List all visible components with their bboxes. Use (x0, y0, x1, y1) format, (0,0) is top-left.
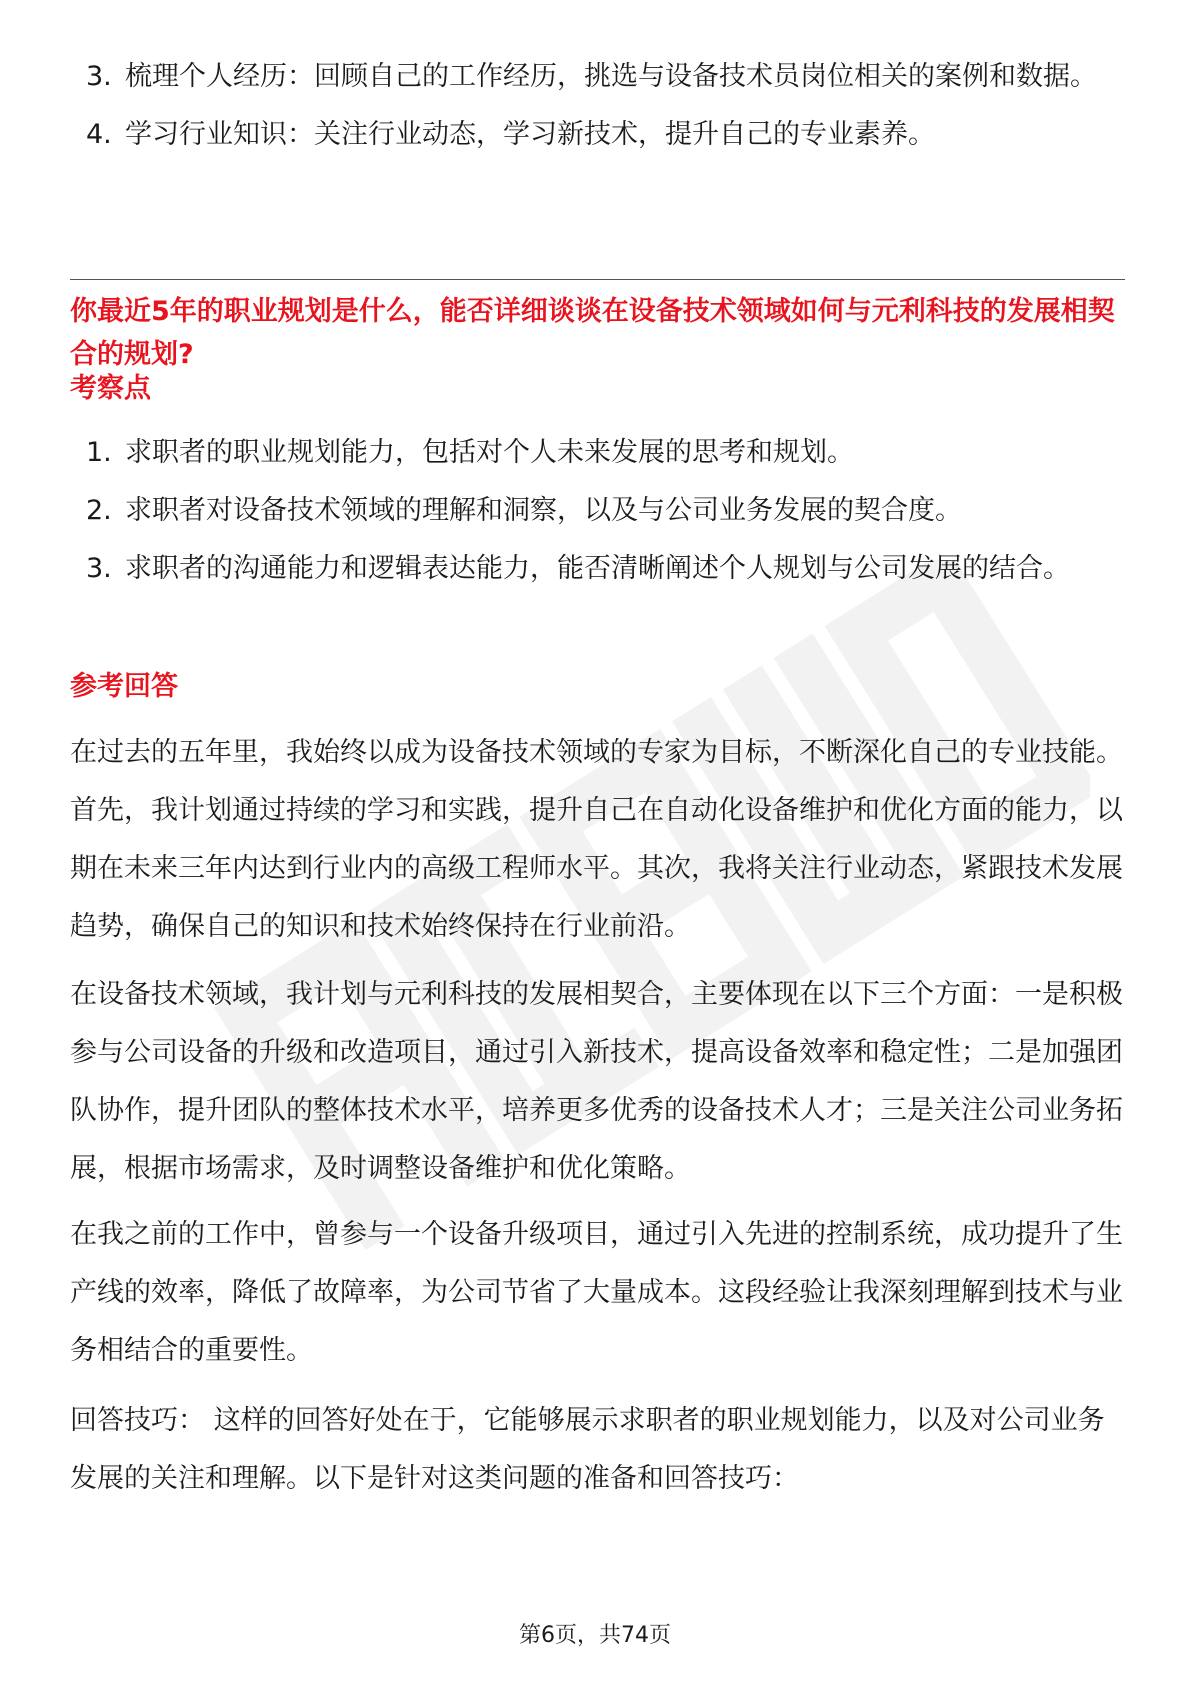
list-text: 求职者对设备技术领域的理解和洞察，以及与公司业务发展的契合度。 (125, 495, 962, 526)
list-number: 4. (86, 119, 112, 150)
tips-paragraph: 回答技巧： 这样的回答好处在于，它能够展示求职者的职业规划能力，以及对公司业务发展的关注和理解。以下是针对这类问题的准备和回答技巧： (70, 1405, 1105, 1494)
list-text: 求职者的沟通能力和逻辑表达能力，能否清晰阐述个人规划与公司发展的结合。 (125, 553, 1070, 584)
list-text: 学习行业知识：关注行业动态，学习新技术，提升自己的专业素养。 (125, 119, 935, 150)
answer-paragraph: 在设备技术领域，我计划与元利科技的发展相契合，主要体现在以下三个方面：一是积极参与公司设备的升级和改造项目，通过引入新技术，提高设备效率和稳定性；二是加强团队协作，提升团队的整体技术水平，培养更多优秀的设备技术人才；三是关注公司业务拓展，根据市场需求，及时调整设备维护和优化策略。 (70, 979, 1123, 1184)
list-number: 3. (86, 61, 112, 92)
list-item (70, 424, 1125, 482)
focus-list (70, 424, 1125, 598)
page-footer: 第6页，共74页 (519, 1623, 671, 1648)
answer-paragraph: 在我之前的工作中，曾参与一个设备升级项目，通过引入先进的控制系统，成功提升了生产线的效率，降低了故障率，为公司节省了大量成本。这段经验让我深刻理解到技术与业务相结合的重要性。 (70, 1219, 1123, 1366)
list-item (70, 48, 1125, 106)
section-divider (70, 279, 1125, 280)
list-number: 2. (86, 495, 112, 526)
list-item (70, 482, 1125, 540)
list-item (70, 540, 1125, 598)
answer-paragraph: 在过去的五年里，我始终以成为设备技术领域的专家为目标，不断深化自己的专业技能。首先，我计划通过持续的学习和实践，提升自己在自动化设备维护和优化方面的能力，以期在未来三年内达到行业内的高级工程师水平。其次，我将关注行业动态，紧跟技术发展趋势，确保自己的知识和技术始终保持在行业前沿。 (70, 737, 1123, 942)
list-text: 梳理个人经历：回顾自己的工作经历，挑选与设备技术员岗位相关的案例和数据。 (125, 61, 1097, 92)
list-item (70, 106, 1125, 164)
list-number: 3. (86, 553, 112, 584)
top-list (70, 48, 1125, 164)
question-heading: 你最近5年的职业规划是什么，能否详细谈谈在设备技术领域如何与元利科技的发展相契合的规划? (70, 296, 1115, 370)
list-number: 1. (86, 437, 112, 468)
answer-title: 参考回答 (70, 671, 178, 702)
list-text: 求职者的职业规划能力，包括对个人未来发展的思考和规划。 (125, 437, 854, 468)
focus-title: 考察点 (70, 373, 151, 404)
